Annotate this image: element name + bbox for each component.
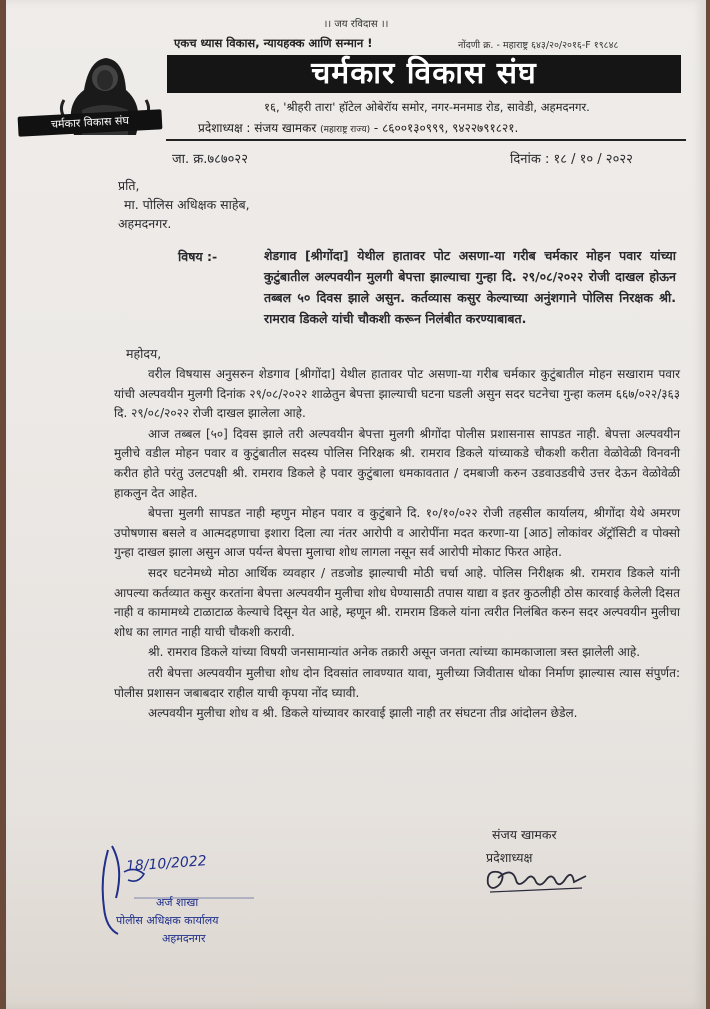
stamp-section: अर्ज शाखा [156, 896, 199, 909]
salutation: महोदय, [126, 346, 162, 361]
recipient-line-3: अहमदनगर. [118, 216, 172, 231]
president-name: प्रदेशाध्यक्ष : संजय खामकर [198, 121, 317, 135]
tagline: एकच ध्यास विकास, न्यायहक्क आणि सन्मान ! [174, 36, 373, 50]
subject-label: विषय :- [178, 249, 218, 264]
subject-text: शेडगाव [श्रीगोंदा] येथील हातावर पोट असणा-या गरीब चर्मकार मोहन पवार यांच्या कुटुंबातील अल्पवयीन मुलगी बेपत्ता झाल्याचा गुन्हा दि. २९/०८/२०२२ रोजी दाखल होऊन तब्बल ५० दिवस झाले असुन. कर्तव्यास कसुर केल्याच्या अनुंशगाने पोलिस निरक्षक श्री. रामराव डिकले यांची चौकशी करून निलंबीत करण्याबाबत. [264, 248, 676, 326]
registration-number: नोंदणी क्र. - महाराष्ट्र ६४३/२०/२०१६-F १९८४८ [458, 40, 619, 51]
handwritten-signature [482, 858, 594, 900]
body-paragraph: अल्पवयीन मुलीचा शोध व श्री. डिकले यांच्यावर कारवाई झाली नाही तर संघटना तीव्र आंदोलन छेडेल. [148, 706, 578, 721]
letter-body [114, 365, 680, 725]
organization-banner: चर्मकार विकास संघ [167, 55, 681, 93]
recipient-line-2: मा. पोलिस अधिक्षक साहेब, [124, 197, 250, 212]
recipient-line-1: प्रति, [118, 178, 140, 193]
body-paragraph: तरी बेपत्ता अल्पवयीन मुलीचा शोध दोन दिवसांत लावण्यात यावा, मुलीच्या जिवीतास धोका निर्माण झाल्यास त्यास संपुर्णत: पोलीस प्रशासन जबाबदार राहील याची कृपया नोंद घ्यावी. [114, 665, 680, 700]
signatory-name: संजय खामकर [492, 827, 557, 842]
president-contact-line [198, 119, 518, 136]
body-paragraph: सदर घटनेमध्ये मोठा आर्थिक व्यवहार / तडजोड झाल्याची मोठी चर्चा आहे. पोलिस निरीक्षक श्री. रामराव डिकले यांनी आपल्या कर्तव्यात कसुर करतांना बेपत्ता अल्पवयीन मुलीचा शोध घेण्यासाठी तपास याद्या व इतर कुठलीही ठोस कारवाई केलेली दिसत नाही व कामामध्ये टाळाटाळ केल्याचे दिसून येत आहे, म्हणून श्री. रामराम डिकले यांना त्वरीत निलंबित करुन सदर अल्पवयीन मुलीचा शोध का लागत नाही याची चौकशी करावी. [114, 565, 680, 639]
signatory-title: प्रदेशाध्यक्ष [486, 850, 533, 865]
president-state: (महाराष्ट्र राज्य) [320, 125, 371, 135]
body-paragraph: वरील विषयास अनुसरुन शेडगाव [श्रीगोंदा] येथील हातावर पोट असणा-या गरीब चर्मकार कुटुंबातील मोहन सखाराम पवार यांची अल्पवयीन मुलगी दिनांक २९/०८/२०२२ शाळेतुन बेपत्ता झाल्याची घटना घडली असुन सदर घटनेचा गुन्हा कलम ६६७/०२२/३६३ दि. २९/०८/२०२२ रोजी दाखल झालेला आहे. [114, 367, 680, 421]
organization-address: १६, 'श्रीहरी तारा' हॉटेल ओबेरॉय समोर, नगर-मनमाड रोड, सावेडी, अहमदनगर. [264, 100, 590, 114]
header-divider [166, 139, 686, 141]
letter-date: दिनांक : १८ / १० / २०२२ [510, 152, 633, 167]
recipient-block [118, 176, 250, 233]
body-paragraph: आज तब्बल [५०] दिवस झाले तरी अल्पवयीन बेपत्ता मुलगी श्रीगोंदा पोलीस प्रशासनास सापडत नाही. बेपत्ता अल्पवयीन मुलीचे वडील मोहन पवार व कुटुंबातील सदस्य पोलिस निरिक्षक श्री. रामराव डिकले यांच्याकडे चौकशी करीता वेळोवेळी विनवनी करीत होते परंतु उलटपक्षी श्री. रामराव डिकले हे पवार कुटुंबाला धमकावतात / दमबाजी करुन उडवाउडवीचे उत्तर देऊन वेळोवेळी हाकलुन देत आहेत. [114, 426, 680, 500]
logo-label: चर्मकार विकास संघ [50, 113, 130, 132]
reference-number: जा. क्र.७८७०२२ [172, 152, 248, 167]
stamp-office: पोलीस अधिक्षक कार्यालय [116, 914, 219, 927]
stamp-city: अहमदनगर [162, 932, 206, 945]
stamp-received-date: 18/10/2022 [125, 853, 208, 875]
motto: ।। जय रविदास ।। [323, 19, 389, 30]
phone-numbers: - ८६००१३०९९९, ९४२२७९१८२१. [373, 121, 519, 135]
letter-page [6, 0, 706, 1009]
body-paragraph: बेपत्ता मुलगी सापडत नाही म्हणुन मोहन पवार व कुटुंबाने दि. १०/१०/०२२ रोजी तहसील कार्यालय, श्रीगोंदा येथे अमरण उपोषणास बसले व आत्मदहणाचा इशारा दिला त्या नंतर आरोपी व आरोपींना मदत करणा-या [आठ] लोकांवर ॲट्रॉसिटी व पोक्सो गुन्हा दाखल झाला असुन आज पर्यन्त बेपत्ता मुलाचा शोध लागला नसून सर्व आरोपी मोकाट फिरत आहेत. [114, 506, 680, 560]
body-paragraph: श्री. रामराव डिकले यांच्या विषयी जनसामान्यांत अनेक तक्रारी असून जनता त्यांच्या कामकाजाला त्रस्त झालेली आहे. [148, 645, 641, 660]
